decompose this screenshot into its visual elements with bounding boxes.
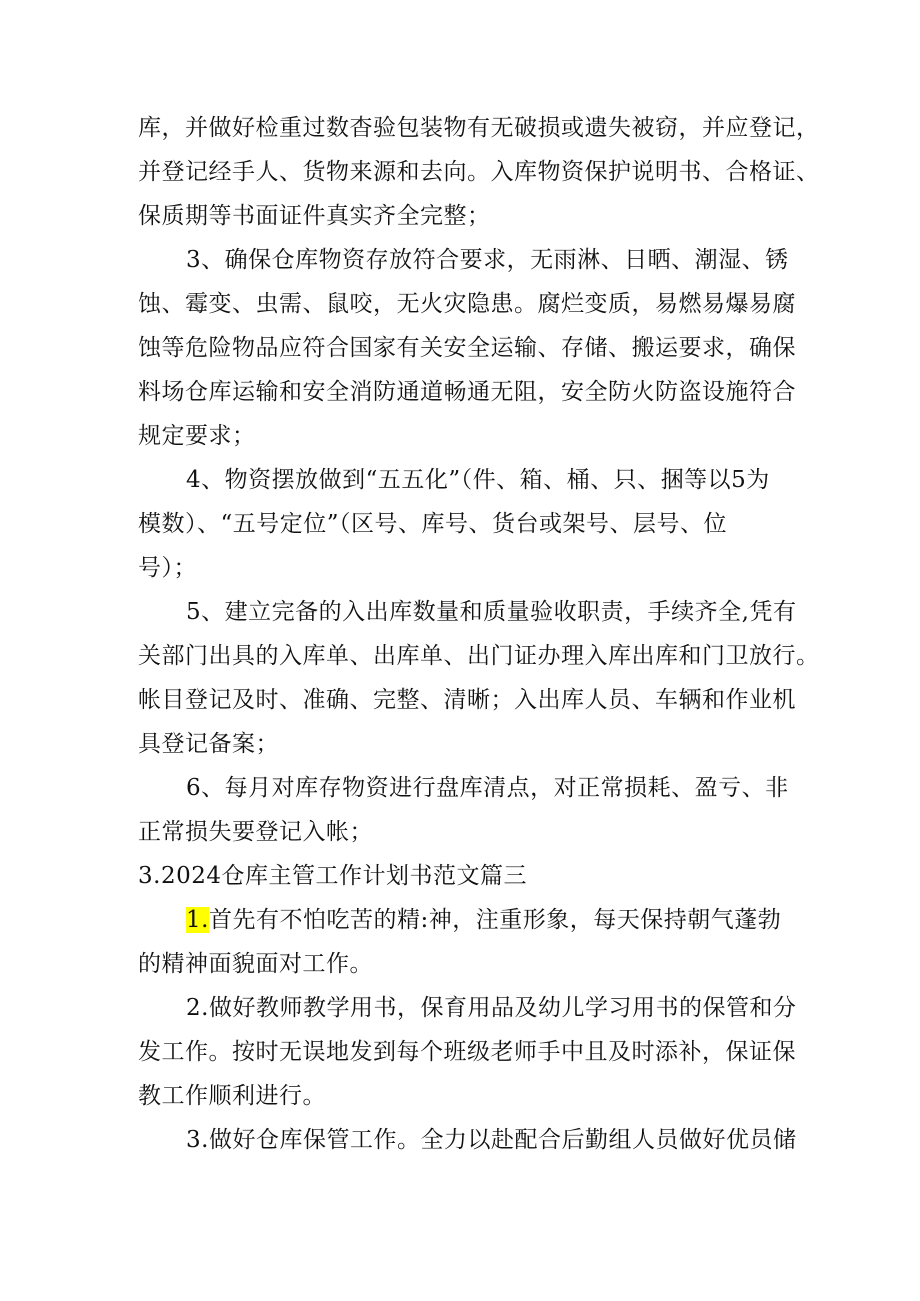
text-line: 蚀、霉变、虫需、鼠咬，无火灾隐患。腐烂变质，易燃易爆易腐 <box>138 291 796 317</box>
text-line: 蚀等危险物品应符合国家有关安全运输、存储、搬运要求，确保 <box>138 335 796 361</box>
text-line: 的精神面貌面对工作。 <box>138 951 373 977</box>
text-line: 帐目登记及时、准确、完整、清晰；入出库人员、车辆和作业机 <box>138 687 796 713</box>
text-line: 5、建立完备的入出库数量和质量验收职责，手续齐全,凭有 <box>186 599 797 625</box>
text-span: 首先有不怕吃苦的精:神，注重形象，每天保持朝气蓬勃 <box>208 907 782 933</box>
text-line: 号）； <box>138 555 197 581</box>
text-line: 料场仓库运输和安全消防通道畅通无阻，安全防火防盗设施符合 <box>138 379 796 405</box>
text-line: 库，并做好检重过数杳验包装物有无破损或遗失被窃，并应登记， <box>138 115 820 141</box>
text-line: 具登记备案； <box>138 731 279 757</box>
text-line: 教工作顺利进行。 <box>138 1083 326 1109</box>
text-line: 发工作。按时无误地发到每个班级老师手中且及时添补，保证保 <box>138 1039 796 1065</box>
text-line: 4、物资摆放做到“五五化”（件、箱、桶、只、捆等以5为 <box>186 467 770 493</box>
text-line <box>138 898 788 942</box>
text-line: 并登记经手人、货物来源和去向。入库物资保护说明书、合格证、 <box>138 159 820 185</box>
text-line: 规定要求； <box>138 423 256 449</box>
text-line: 3.做好仓库保管工作。全力以赴配合后勤组人员做好优员储 <box>186 1127 797 1153</box>
text-line: 3、确保仓库物资存放符合要求，无雨淋、日晒、潮湿、锈 <box>186 247 789 273</box>
text-line: 保质期等书面证件真实齐全完整； <box>138 203 491 229</box>
text-line: 正常损失要登记入帐； <box>138 819 373 845</box>
highlighted-number: 1. <box>186 907 209 933</box>
text-line: 6、每月对库存物资进行盘库清点，对正常损耗、盈亏、非 <box>186 775 789 801</box>
text-line: 2.做好教师教学用书，保育用品及幼儿学习用书的保管和分 <box>186 995 797 1021</box>
document-body <box>138 106 820 1162</box>
text-line: 关部门出具的入库单、出库单、出门证办理入库出库和门卫放行。 <box>138 643 820 669</box>
section-heading: 3.2024仓库主管工作计划书范文篇三 <box>138 863 527 889</box>
text-line: 模数）、“五号定位”（区号、库号、货台或架号、层号、位 <box>138 511 728 537</box>
